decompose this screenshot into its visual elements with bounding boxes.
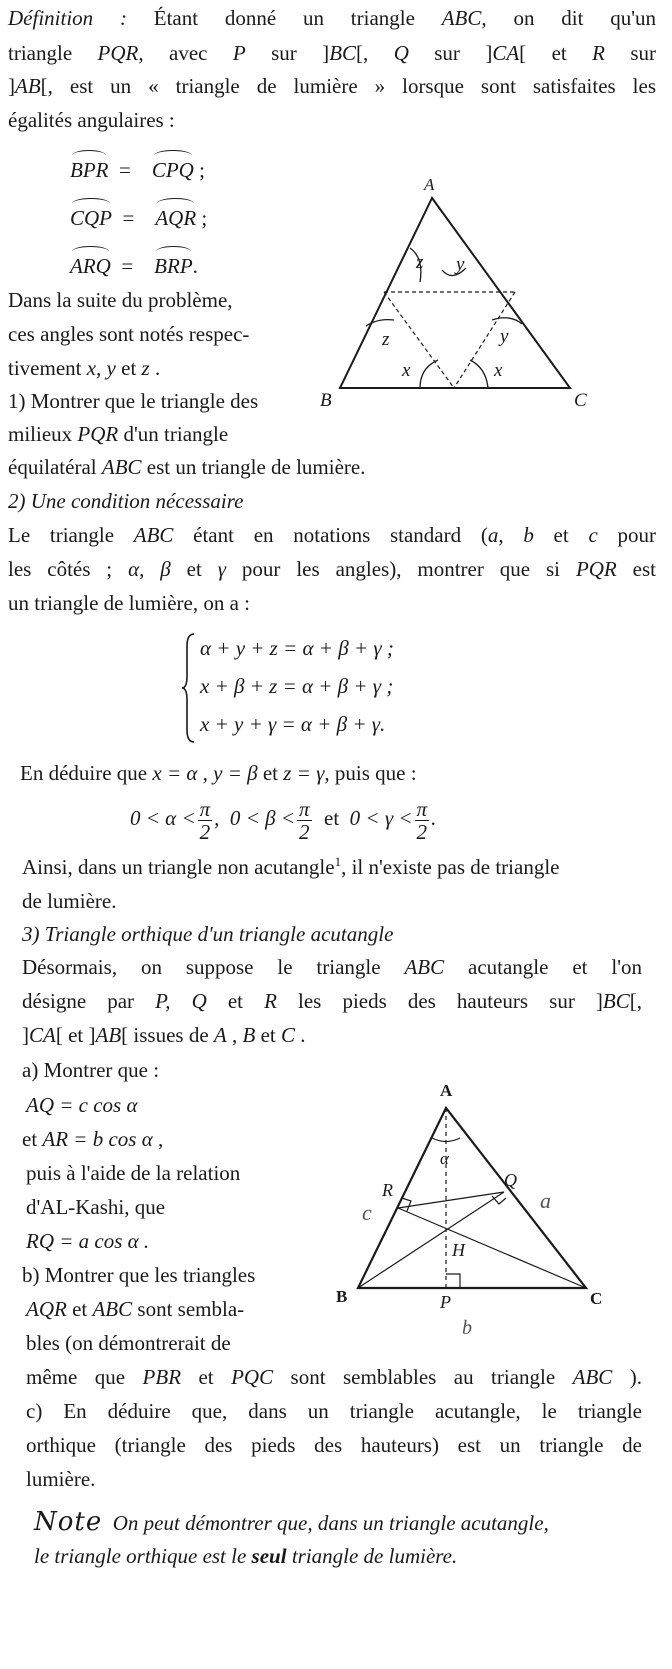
fig2-label-C: C [590, 1289, 603, 1308]
q3a-line-2: AQ = c cos α [26, 1093, 138, 1117]
intro-line-2: ces angles sont notés respec- [8, 322, 250, 346]
fig1-label-C: C [574, 390, 587, 411]
q3a-line-1: a) Montrer que : [22, 1058, 160, 1082]
q1-line-2: milieux PQR d'un triangle [8, 422, 229, 446]
fig2-label-P: P [440, 1292, 451, 1312]
q2-line-1: Le triangle ABC étant en notations standard (a, b et c pour [8, 523, 657, 547]
q3-line-2: désigne par P, Q et R les pieds des hauteurs sur ]BC[, [22, 989, 642, 1013]
q3a-line-6: RQ = a cos α . [26, 1229, 150, 1253]
fig1-angle-x-2: x [494, 360, 503, 381]
q3c-line-3: lumière. [26, 1467, 96, 1491]
q3b-line-1: b) Montrer que les triangles [22, 1263, 256, 1287]
angle-equality-2: CQP = AQR ; [70, 198, 207, 235]
q3a-line-5: d'AL-Kashi, que [26, 1195, 166, 1219]
fig1-angle-x-1: x [402, 360, 411, 381]
fig1-angle-z-2: z [382, 329, 390, 350]
q2-ainsi-line-2: de lumière. [22, 889, 117, 913]
inequalities: 0 < α < $\frac{\pi}{2}$ , 0 < β < $\frac{\pi}{2}$ et 0 < γ < $\frac{\pi}{2}$ . [130, 796, 437, 844]
system-equation-1: α + y + z = α + β + γ ; [200, 636, 394, 660]
note-line-2: le triangle orthique est le seul triangle de lumière. [34, 1544, 458, 1568]
fig2-label-A: A [440, 1081, 453, 1100]
angle-equality-1: BPR = CPQ ; [70, 150, 205, 187]
definition-line-1: Définition : Étant donné un triangle ABC, on dit qu'un [8, 6, 657, 30]
q3-line-3: ]CA[ et ]AB[ issues de A , B et C . [22, 1023, 306, 1047]
q3c-line-1: c) En déduire que, dans un triangle acutangle, le triangle [26, 1399, 642, 1423]
angle-equality-3: ARQ = BRP. [70, 246, 198, 283]
q3b-line-3: bles (on démontrerait de [26, 1331, 231, 1355]
q2-line-2: les côtés ; α, β et γ pour les angles), montrer que si PQR est [8, 557, 657, 581]
q2-line-3: un triangle de lumière, on a : [8, 591, 251, 615]
intro-line-1: Dans la suite du problème, [8, 288, 233, 312]
fig1-label-B: B [320, 390, 332, 411]
intro-line-3: tivement x, y et z . [8, 356, 161, 380]
q2-title: 2) Une condition nécessaire [8, 489, 244, 513]
q3a-line-4: puis à l'aide de la relation [26, 1161, 241, 1185]
q3-title: 3) Triangle orthique d'un triangle acutangle [22, 922, 394, 946]
q2-ainsi-line-1: Ainsi, dans un triangle non acutangle$^1$, il n'existe pas de triangle [22, 854, 560, 879]
definition-line-4: égalités angulaires : [8, 108, 175, 132]
note-line-1: Note On peut démontrer que, dans un triangle acutangle, [34, 1507, 549, 1537]
fig1-angle-y-1: y [456, 254, 465, 275]
system-equation-3: x + y + γ = α + β + γ. [200, 712, 386, 736]
fig2-handwritten-b: b [462, 1317, 472, 1339]
fig2-label-B: B [336, 1287, 348, 1306]
q3b-line-4: même que PBR et PQC sont semblables au triangle ABC ). [26, 1365, 643, 1389]
figure-orthic-triangle [328, 1080, 628, 1345]
fig2-label-H: H [452, 1240, 465, 1260]
q1-line-3: équilatéral ABC est un triangle de lumière. [8, 455, 366, 479]
definition-line-3: ]AB[, est un « triangle de lumière » lorsque sont satisfaites les [8, 74, 656, 98]
fig2-label-R: R [382, 1180, 393, 1200]
q3a-line-3: et AR = b cos α , [22, 1127, 164, 1151]
definition-line-2: triangle PQR, avec P sur ]BC[, Q sur ]CA[ et R sur [8, 41, 657, 65]
q1-line-1: 1) Montrer que le triangle des [8, 389, 259, 413]
fig2-handwritten-a: a [540, 1188, 551, 1213]
fig2-angle-alpha: α [440, 1149, 449, 1168]
q3-line-1: Désormais, on suppose le triangle ABC acutangle et l'on [22, 955, 642, 979]
q3b-line-2: AQR et ABC sont sembla- [26, 1297, 245, 1321]
system-brace [182, 632, 196, 744]
q2-deduce-line: En déduire que x = α , y = β et z = γ, puis que : [20, 761, 417, 785]
q3c-line-2: orthique (triangle des pieds des hauteurs) est un triangle de [26, 1433, 642, 1457]
fig2-label-Q: Q [504, 1170, 517, 1190]
note-handwritten-label: Note [34, 1507, 103, 1537]
fig1-label-A: A [424, 175, 435, 194]
fig1-angle-z-1: z [416, 252, 424, 273]
fig2-handwritten-c: c [362, 1200, 372, 1225]
fig1-angle-y-2: y [500, 326, 509, 347]
system-equation-2: x + β + z = α + β + γ ; [200, 674, 394, 698]
figure-light-triangle [320, 170, 620, 420]
